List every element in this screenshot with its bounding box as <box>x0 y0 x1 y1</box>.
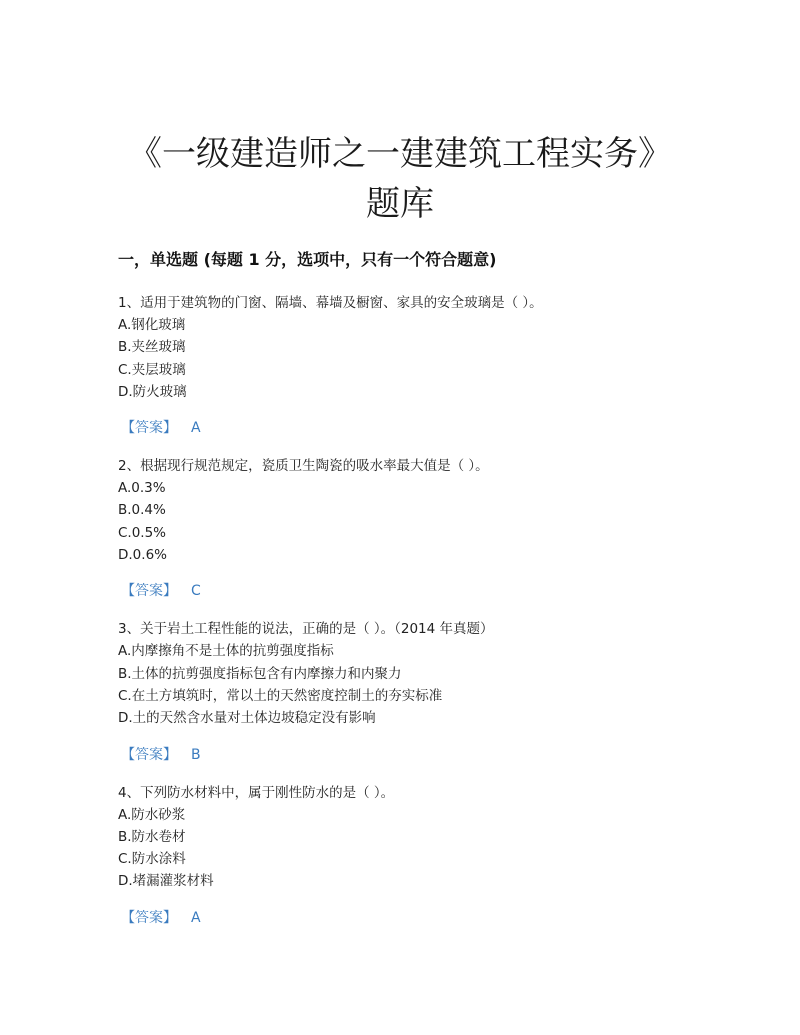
option-b: B.0.4% <box>118 502 166 519</box>
option-c: C.防水涂料 <box>118 851 186 868</box>
answer-value: C <box>191 583 201 600</box>
answer-line <box>118 745 718 765</box>
option-d: D.防火玻璃 <box>118 383 187 400</box>
option-b: B.土体的抗剪强度指标包含有内摩擦力和内聚力 <box>118 665 402 682</box>
answer-line <box>118 418 718 438</box>
title-line-1: 《一级建造师之一建建筑工程实务》 <box>128 133 672 174</box>
option-c: C.夹层玻璃 <box>118 361 186 378</box>
answer-label: 【答案】 <box>121 746 177 763</box>
option-c: C.0.5% <box>118 524 167 541</box>
answer-label: 【答案】 <box>121 909 177 926</box>
title-line-2: 题库 <box>366 183 434 224</box>
question-list <box>118 292 718 945</box>
option-c: C.在土方填筑时，常以土的天然密度控制土的夯实标准 <box>118 687 443 704</box>
option-b: B.防水卷材 <box>118 828 186 845</box>
option-a: A.0.3% <box>118 480 166 497</box>
option-a: A.钢化玻璃 <box>118 317 186 333</box>
answer-value: A <box>191 909 201 926</box>
question-text: 3、关于岩土工程性能的说法，正确的是（ ）。（2014 年真题） <box>118 621 494 638</box>
answer-line <box>118 908 718 928</box>
answer-label: 【答案】 <box>121 420 177 437</box>
question-2 <box>118 455 718 601</box>
answer-line <box>118 581 718 601</box>
question-text: 2、根据现行规范规定，瓷质卫生陶瓷的吸水率最大值是（ ）。 <box>118 458 489 475</box>
option-a: A.内摩擦角不是土体的抗剪强度指标 <box>118 643 334 660</box>
question-4 <box>118 782 718 928</box>
answer-label: 【答案】 <box>121 583 177 600</box>
question-3 <box>118 618 718 764</box>
document-title <box>0 129 800 229</box>
option-d: D.0.6% <box>118 547 167 564</box>
question-1 <box>118 292 718 438</box>
question-text: 1、适用于建筑物的门窗、隔墙、幕墙及橱窗、家具的安全玻璃是（ ）。 <box>118 295 543 311</box>
section-heading: 一，单选题 (每题 1 分，选项中，只有一个符合题意) <box>118 250 497 269</box>
option-d: D.堵漏灌浆材料 <box>118 873 214 890</box>
question-text: 4、下列防水材料中，属于刚性防水的是（ ）。 <box>118 784 395 801</box>
answer-value: B <box>191 746 201 763</box>
answer-value: A <box>191 420 201 437</box>
option-a: A.防水砂浆 <box>118 806 186 823</box>
option-b: B.夹丝玻璃 <box>118 339 186 356</box>
option-d: D.土的天然含水量对土体边坡稳定没有影响 <box>118 710 376 727</box>
